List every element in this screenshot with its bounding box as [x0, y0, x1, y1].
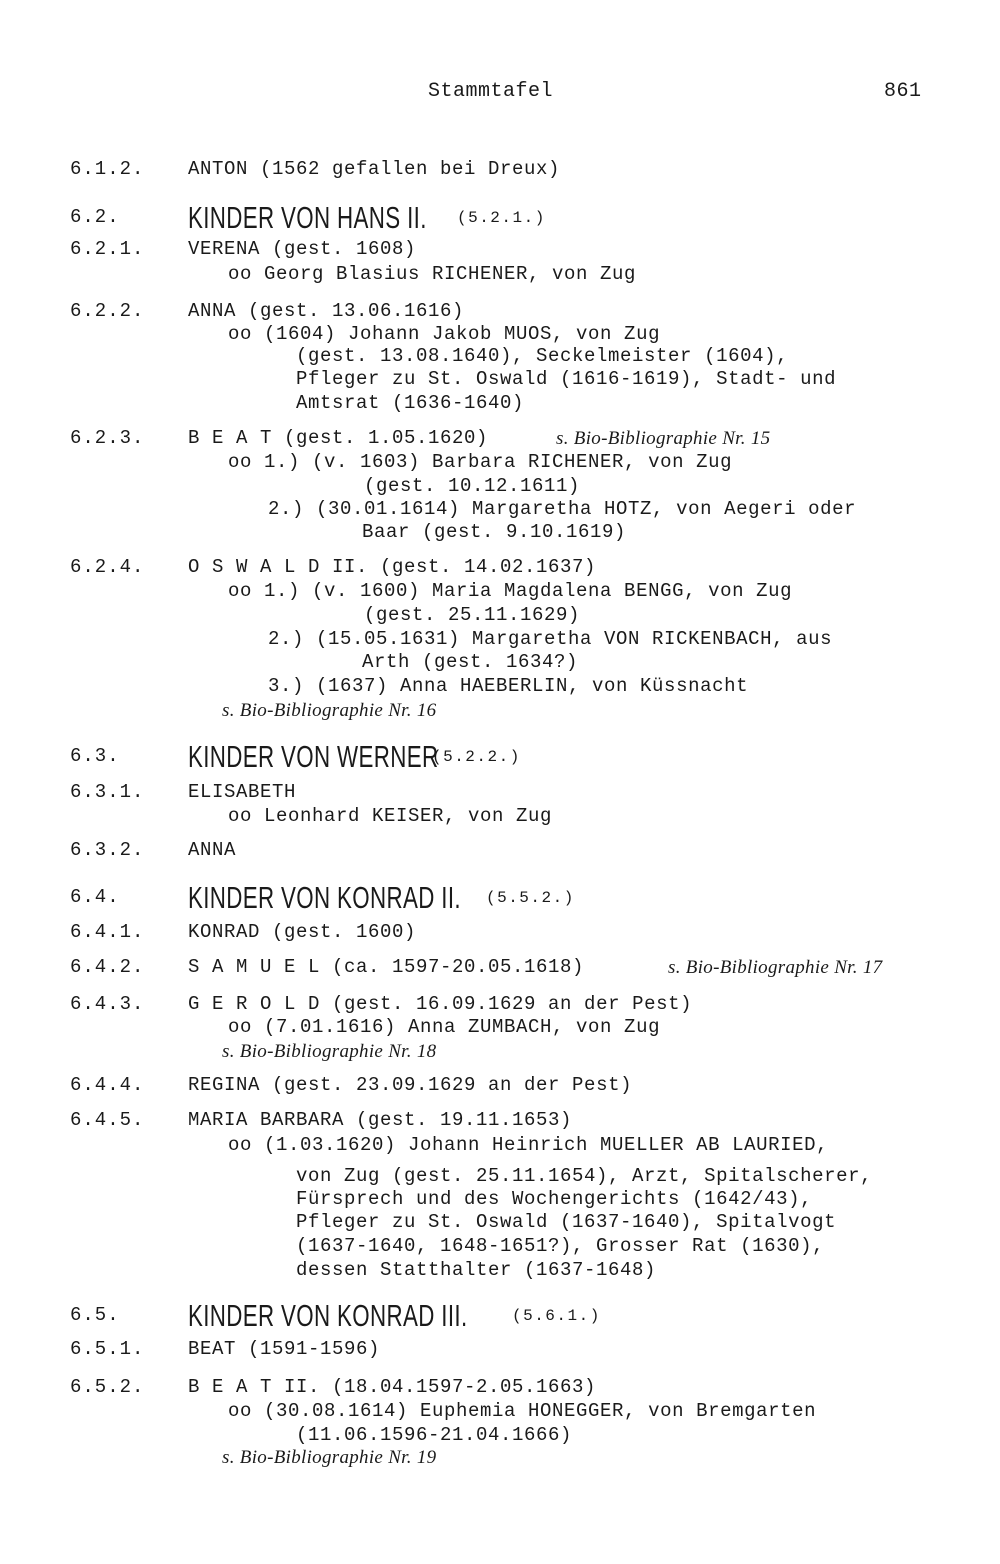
- entry-line: B E A T (gest. 1.05.1620): [188, 427, 489, 449]
- entry-line: oo (1.03.1620) Johann Heinrich MUELLER AB LAURIED,: [228, 1134, 829, 1156]
- entry-number: 6.4.1.: [70, 921, 145, 943]
- entry-line: (gest. 25.11.1629): [364, 604, 581, 626]
- entry-line: KONRAD (gest. 1600): [188, 921, 417, 943]
- section-number: 6.2.: [70, 206, 120, 228]
- entry-number: 6.2.3.: [70, 427, 145, 449]
- entry-number: 6.4.2.: [70, 956, 145, 978]
- entry-number: 6.3.1.: [70, 781, 145, 803]
- entry-line: Amtsrat (1636-1640): [296, 392, 525, 414]
- entry-line: (gest. 10.12.1611): [364, 475, 581, 497]
- entry-line: 3.) (1637) Anna HAEBERLIN, von Küssnacht: [268, 675, 749, 697]
- entry-line: 2.) (15.05.1631) Margaretha VON RICKENBACH, aus: [268, 628, 833, 650]
- section-title: KINDER VON WERNER: [188, 739, 439, 774]
- entry-line: G E R O L D (gest. 16.09.1629 an der Pest): [188, 993, 693, 1015]
- bio-bibliography-ref: s. Bio-Bibliographie Nr. 16: [222, 700, 437, 721]
- entry-number: 6.4.5.: [70, 1109, 145, 1131]
- entry-line: oo 1.) (v. 1600) Maria Magdalena BENGG, von Zug: [228, 580, 793, 602]
- bio-bibliography-ref: s. Bio-Bibliographie Nr. 19: [222, 1447, 437, 1468]
- section-ref: (5.2.1.): [457, 209, 546, 227]
- entry-line: oo (1604) Johann Jakob MUOS, von Zug: [228, 323, 661, 345]
- entry-number: 6.5.2.: [70, 1376, 145, 1398]
- entry-line: Pfleger zu St. Oswald (1616-1619), Stadt- und: [296, 368, 837, 390]
- bio-bibliography-ref: s. Bio-Bibliographie Nr. 15: [556, 428, 771, 449]
- section-number: 6.4.: [70, 886, 120, 908]
- entry-line: 2.) (30.01.1614) Margaretha HOTZ, von Aegeri oder: [268, 498, 857, 520]
- entry-line: Arth (gest. 1634?): [362, 651, 579, 673]
- entry-number: 6.3.2.: [70, 839, 145, 861]
- entry-line: dessen Statthalter (1637-1648): [296, 1259, 657, 1281]
- page-number: 861: [884, 80, 922, 103]
- bio-bibliography-ref: s. Bio-Bibliographie Nr. 17: [668, 957, 883, 978]
- entry-number: 6.4.3.: [70, 993, 145, 1015]
- entry-line: VERENA (gest. 1608): [188, 238, 417, 260]
- entry-line: B E A T II. (18.04.1597-2.05.1663): [188, 1376, 597, 1398]
- entry-line: MARIA BARBARA (gest. 19.11.1653): [188, 1109, 573, 1131]
- section-ref: (5.2.2.): [432, 748, 521, 766]
- section-title: KINDER VON HANS II.: [188, 200, 427, 235]
- entry-number: 6.2.1.: [70, 238, 145, 260]
- entry-line: oo (30.08.1614) Euphemia HONEGGER, von Bremgarten: [228, 1400, 817, 1422]
- entry-line: ANNA (gest. 13.06.1616): [188, 300, 465, 322]
- section-ref: (5.6.1.): [512, 1307, 601, 1325]
- entry-line: REGINA (gest. 23.09.1629 an der Pest): [188, 1074, 633, 1096]
- entry-number: 6.2.2.: [70, 300, 145, 322]
- entry-line: (1637-1640, 1648-1651?), Grosser Rat (1630),: [296, 1235, 825, 1257]
- entry-line: Pfleger zu St. Oswald (1637-1640), Spitalvogt: [296, 1211, 837, 1233]
- entry-line: ANTON (1562 gefallen bei Dreux): [188, 158, 561, 180]
- entry-line: von Zug (gest. 25.11.1654), Arzt, Spitalscherer,: [296, 1165, 873, 1187]
- entry-line: ANNA: [188, 839, 237, 861]
- entry-number: 6.5.1.: [70, 1338, 145, 1360]
- section-title: KINDER VON KONRAD II.: [188, 880, 461, 915]
- entry-line: BEAT (1591-1596): [188, 1338, 381, 1360]
- entry-line: O S W A L D II. (gest. 14.02.1637): [188, 556, 597, 578]
- entry-line: oo Leonhard KEISER, von Zug: [228, 805, 553, 827]
- entry-line: oo (7.01.1616) Anna ZUMBACH, von Zug: [228, 1016, 661, 1038]
- entry-line: oo Georg Blasius RICHENER, von Zug: [228, 263, 637, 285]
- entry-line: Fürsprech und des Wochengerichts (1642/43),: [296, 1188, 813, 1210]
- entry-line: Baar (gest. 9.10.1619): [362, 521, 627, 543]
- section-number: 6.3.: [70, 745, 120, 767]
- entry-line: oo 1.) (v. 1603) Barbara RICHENER, von Zug: [228, 451, 733, 473]
- entry-line: (gest. 13.08.1640), Seckelmeister (1604),: [296, 345, 789, 367]
- entry-number: 6.4.4.: [70, 1074, 145, 1096]
- section-ref: (5.5.2.): [486, 889, 575, 907]
- section-number: 6.5.: [70, 1304, 120, 1326]
- section-title: KINDER VON KONRAD III.: [188, 1298, 468, 1333]
- entry-number: 6.2.4.: [70, 556, 145, 578]
- entry-line: S A M U E L (ca. 1597-20.05.1618): [188, 956, 585, 978]
- entry-number: 6.1.2.: [70, 158, 145, 180]
- entry-line: ELISABETH: [188, 781, 297, 803]
- page-header-title: Stammtafel: [428, 80, 554, 103]
- bio-bibliography-ref: s. Bio-Bibliographie Nr. 18: [222, 1041, 437, 1062]
- entry-line: (11.06.1596-21.04.1666): [296, 1424, 573, 1446]
